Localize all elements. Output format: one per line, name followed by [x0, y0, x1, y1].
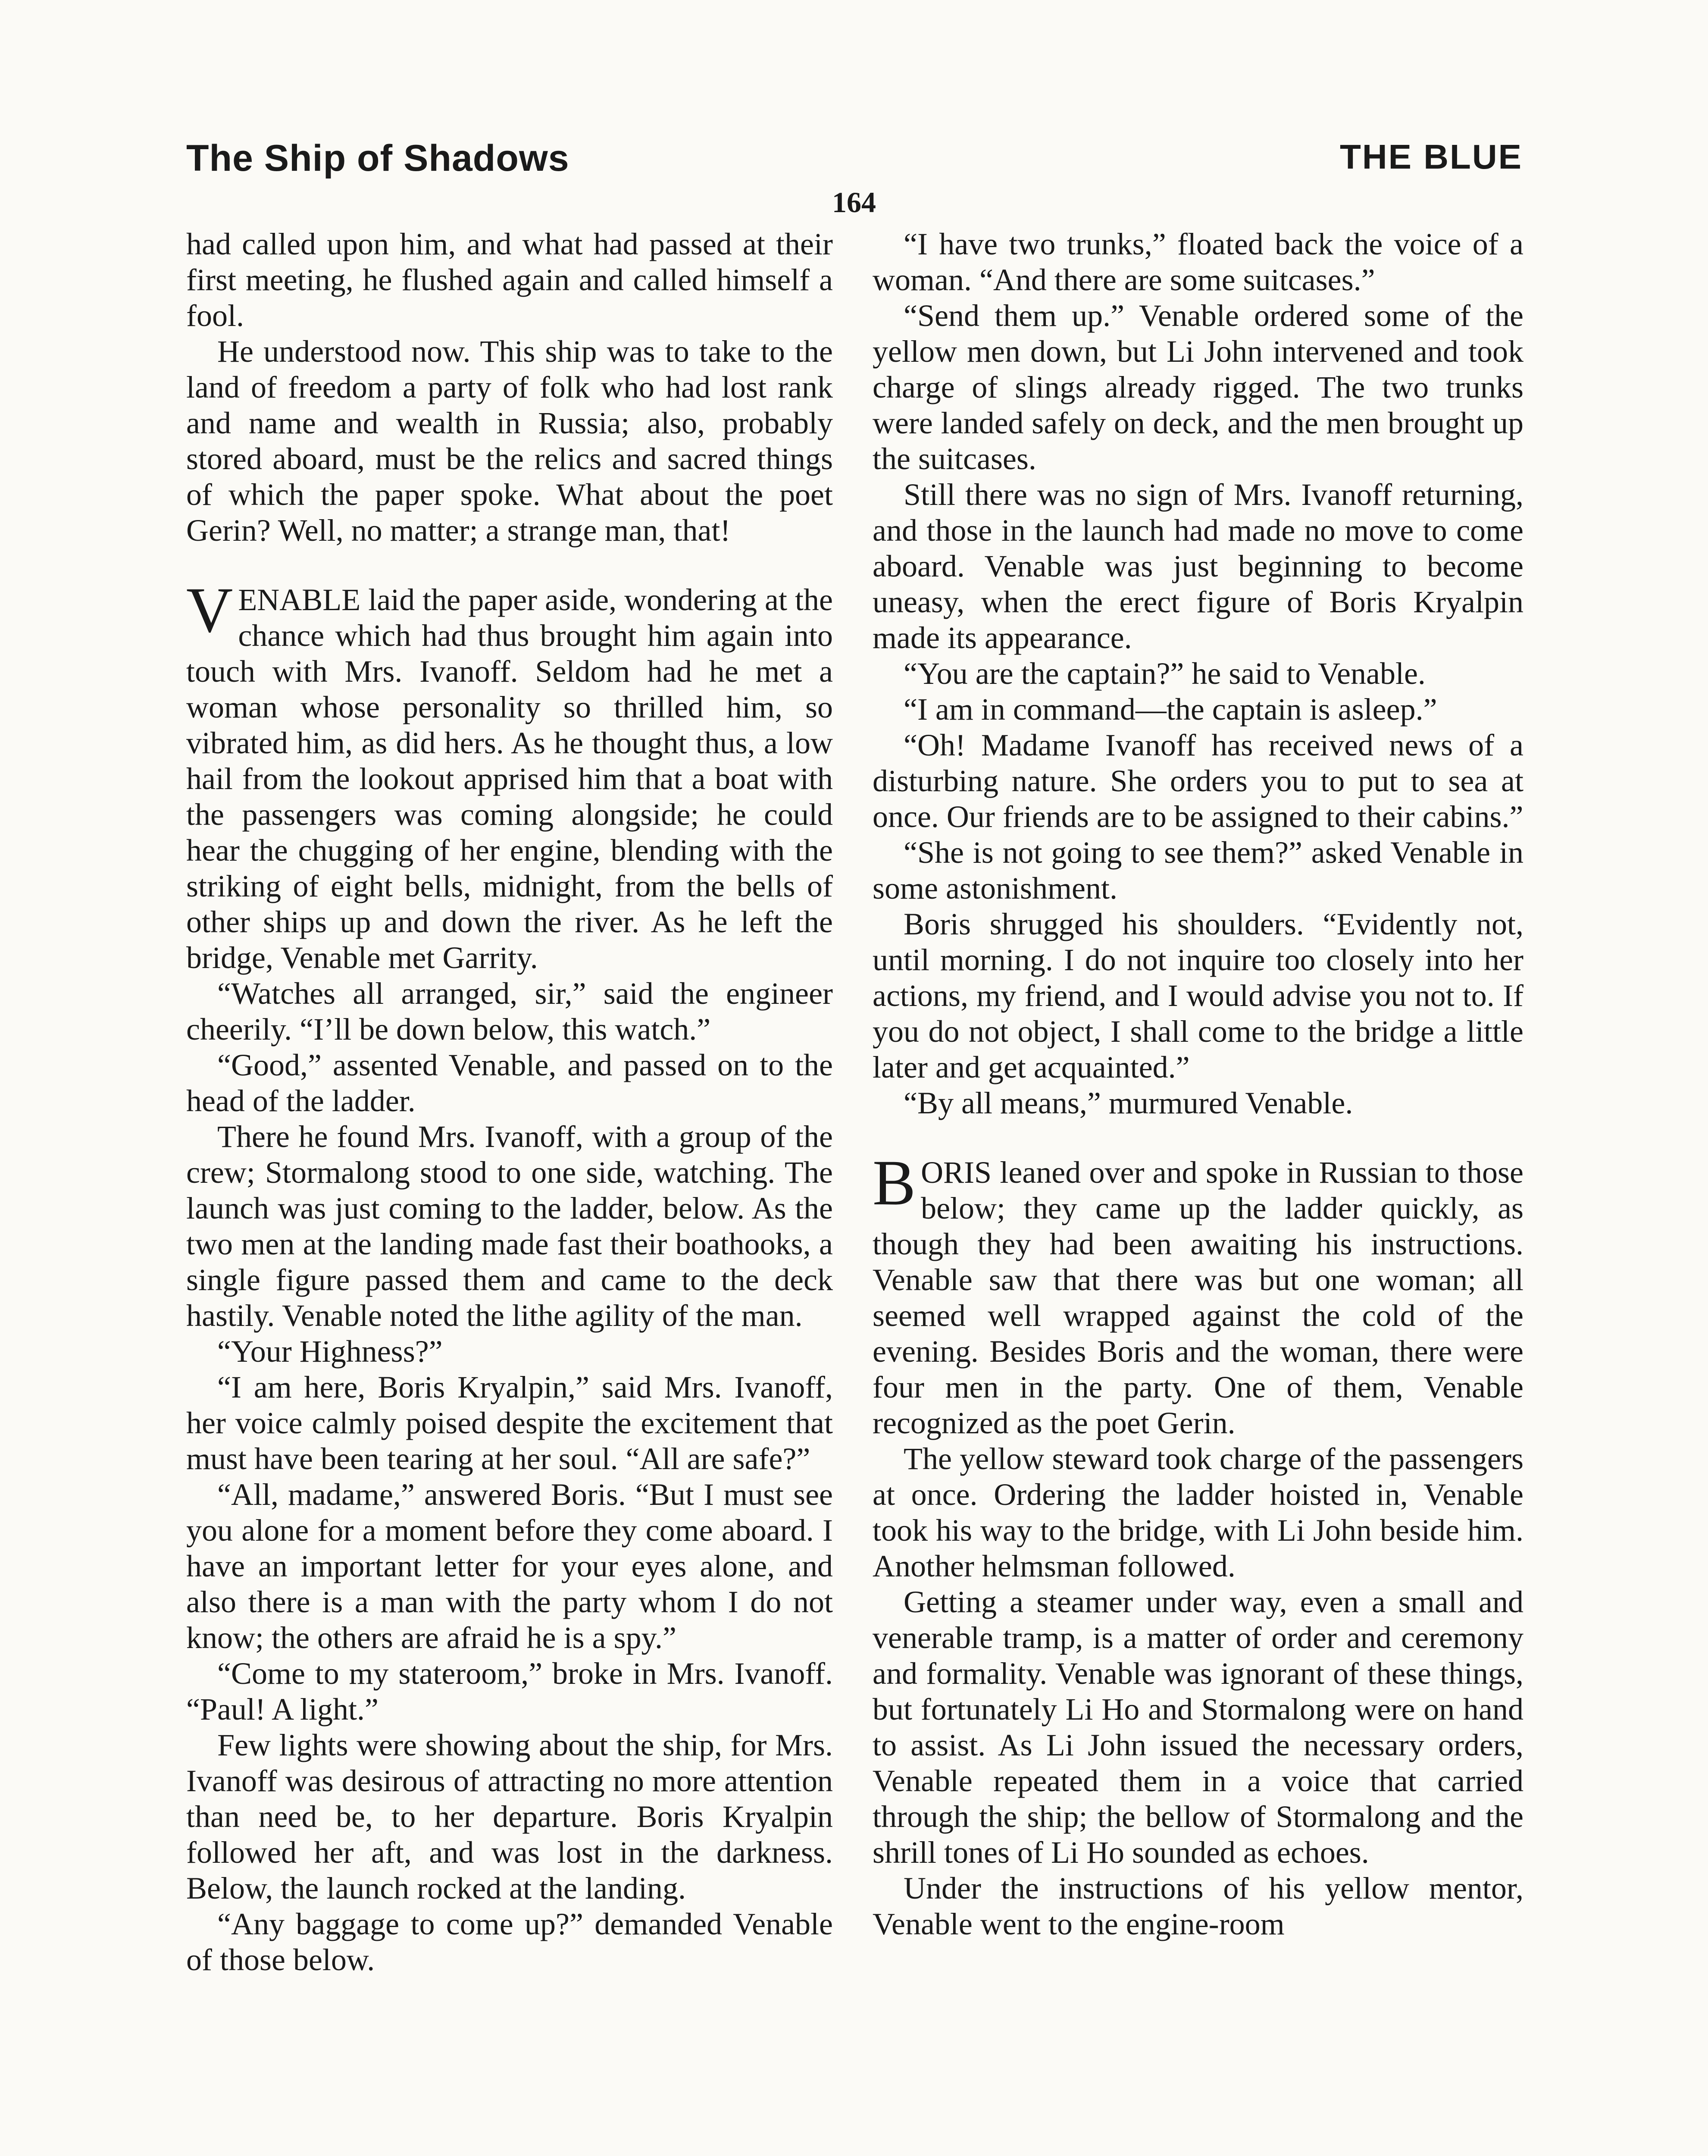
paragraph: “Watches all arranged, sir,” said the engineer cheerily. “I’ll be down below, this watch.”	[186, 976, 833, 1047]
paragraph: “Come to my stateroom,” broke in Mrs. Ivanoff. “Paul! A light.”	[186, 1656, 833, 1727]
paragraph: “I am in command—the captain is asleep.”	[904, 692, 1437, 727]
paragraph: Getting a steamer under way, even a small and venerable tramp, is a matter of order and ceremony and formality. Venable was ignorant of these things, but fortunately Li Ho and Stormalong were on hand to assist. As Li John issued the necessary orders, Venable repeated them in a voice that carried through the ship; the bellow of Stormalong and the shrill tones of Li Ho sounded as echoes.	[873, 1585, 1523, 1870]
paragraph: The yellow steward took charge of the passengers at once. Ordering the ladder hoisted in, Venable took his way to the bridge, with Li John beside him. Another helmsman followed.	[873, 1442, 1523, 1583]
paragraph: He understood now. This ship was to take to the land of freedom a party of folk who had lost rank and name and wealth in Russia; also, probably stored aboard, must be the relics and sacred things of which the paper spoke. What about the poet Gerin? Well, no matter; a strange man, that!	[186, 334, 833, 548]
drop-cap: B	[873, 1147, 916, 1219]
paragraph: “Send them up.” Venable ordered some of the yellow men down, but Li John intervened and took charge of slings already rigged. The two trunks were landed safely on deck, and the men brought up the suitcases.	[873, 298, 1523, 476]
paragraph: “Your Highness?”	[217, 1334, 443, 1369]
left-column	[186, 226, 833, 1978]
paragraph: “Any baggage to come up?” demanded Venable of those below.	[186, 1907, 833, 1977]
paragraph: “You are the captain?” he said to Venable.	[904, 656, 1426, 691]
paragraph: “I have two trunks,” floated back the voice of a woman. “And there are some suitcases.”	[873, 227, 1523, 297]
paragraph: Still there was no sign of Mrs. Ivanoff returning, and those in the launch had made no move to come aboard. Venable was just beginning to become uneasy, when the erect figure of Boris Kryalpin made its appearance.	[873, 477, 1523, 655]
right-column	[873, 226, 1523, 1942]
paragraph: There he found Mrs. Ivanoff, with a group of the crew; Stormalong stood to one side, watching. The launch was just coming to the ladder, below. As the two men at the landing made fast their boathooks, a single figure passed them and came to the deck hastily. Venable noted the lithe agility of the man.	[186, 1119, 833, 1333]
paragraph-dropcap	[873, 1147, 1523, 1441]
drop-cap: V	[186, 574, 233, 646]
paragraph: “Good,” assented Venable, and passed on to the head of the ladder.	[186, 1048, 833, 1118]
paragraph: “Oh! Madame Ivanoff has received news of a disturbing nature. She orders you to put to sea at once. Our friends are to be assigned to their cabins.”	[873, 728, 1523, 834]
paragraph-text: ENABLE laid the paper aside, wondering at the chance which had thus brought him again into touch with Mrs. Ivanoff. Seldom had he met a woman whose personality so thrilled him, so vibrated him, as did hers. As he thought thus, a low hail from the lookout apprised him that a boat with the passengers was coming alongside; he could hear the chugging of her engine, blending with the striking of eight bells, midnight, from the bells of other ships up and down the river. As he left the bridge, Venable met Garrity.	[186, 583, 833, 975]
paragraph: Boris shrugged his shoulders. “Evidently not, until morning. I do not inquire too closely into her actions, my friend, and I would advise you not to. If you do not object, I shall come to the bridge a little later and get acquainted.”	[873, 907, 1523, 1084]
paragraph: had called upon him, and what had passed at their first meeting, he flushed again and called himself a fool.	[186, 227, 833, 333]
page-number: 164	[832, 186, 876, 219]
paragraph: “She is not going to see them?” asked Venable in some astonishment.	[873, 835, 1523, 906]
paragraph: Under the instructions of his yellow mentor, Venable went to the engine-room	[873, 1871, 1523, 1941]
paragraph: “All, madame,” answered Boris. “But I must see you alone for a moment before they come aboard. I have an important letter for your eyes alone, and also there is a man with the party whom I do not know; the others are afraid he is a spy.”	[186, 1477, 833, 1655]
paragraph-dropcap	[186, 574, 833, 976]
running-head	[186, 137, 1523, 189]
magazine-title: THE BLUE	[1340, 138, 1523, 176]
story-title: The Ship of Shadows	[186, 138, 569, 179]
paragraph: “I am here, Boris Kryalpin,” said Mrs. Ivanoff, her voice calmly poised despite the excitement that must have been tearing at her soul. “All are safe?”	[186, 1370, 833, 1476]
paragraph-text: ORIS leaned over and spoke in Russian to those below; they came up the ladder quickly, as though they had been awaiting his instructions. Venable saw that there was but one woman; all seemed well wrapped against the cold of the evening. Besides Boris and the woman, there were four men in the party. One of them, Venable recognized as the poet Gerin.	[873, 1155, 1523, 1440]
paragraph: Few lights were showing about the ship, for Mrs. Ivanoff was desirous of attracting no more attention than need be, to her departure. Boris Kryalpin followed her aft, and was lost in the darkness. Below, the launch rocked at the landing.	[186, 1728, 833, 1905]
paragraph: “By all means,” murmured Venable.	[904, 1086, 1353, 1120]
